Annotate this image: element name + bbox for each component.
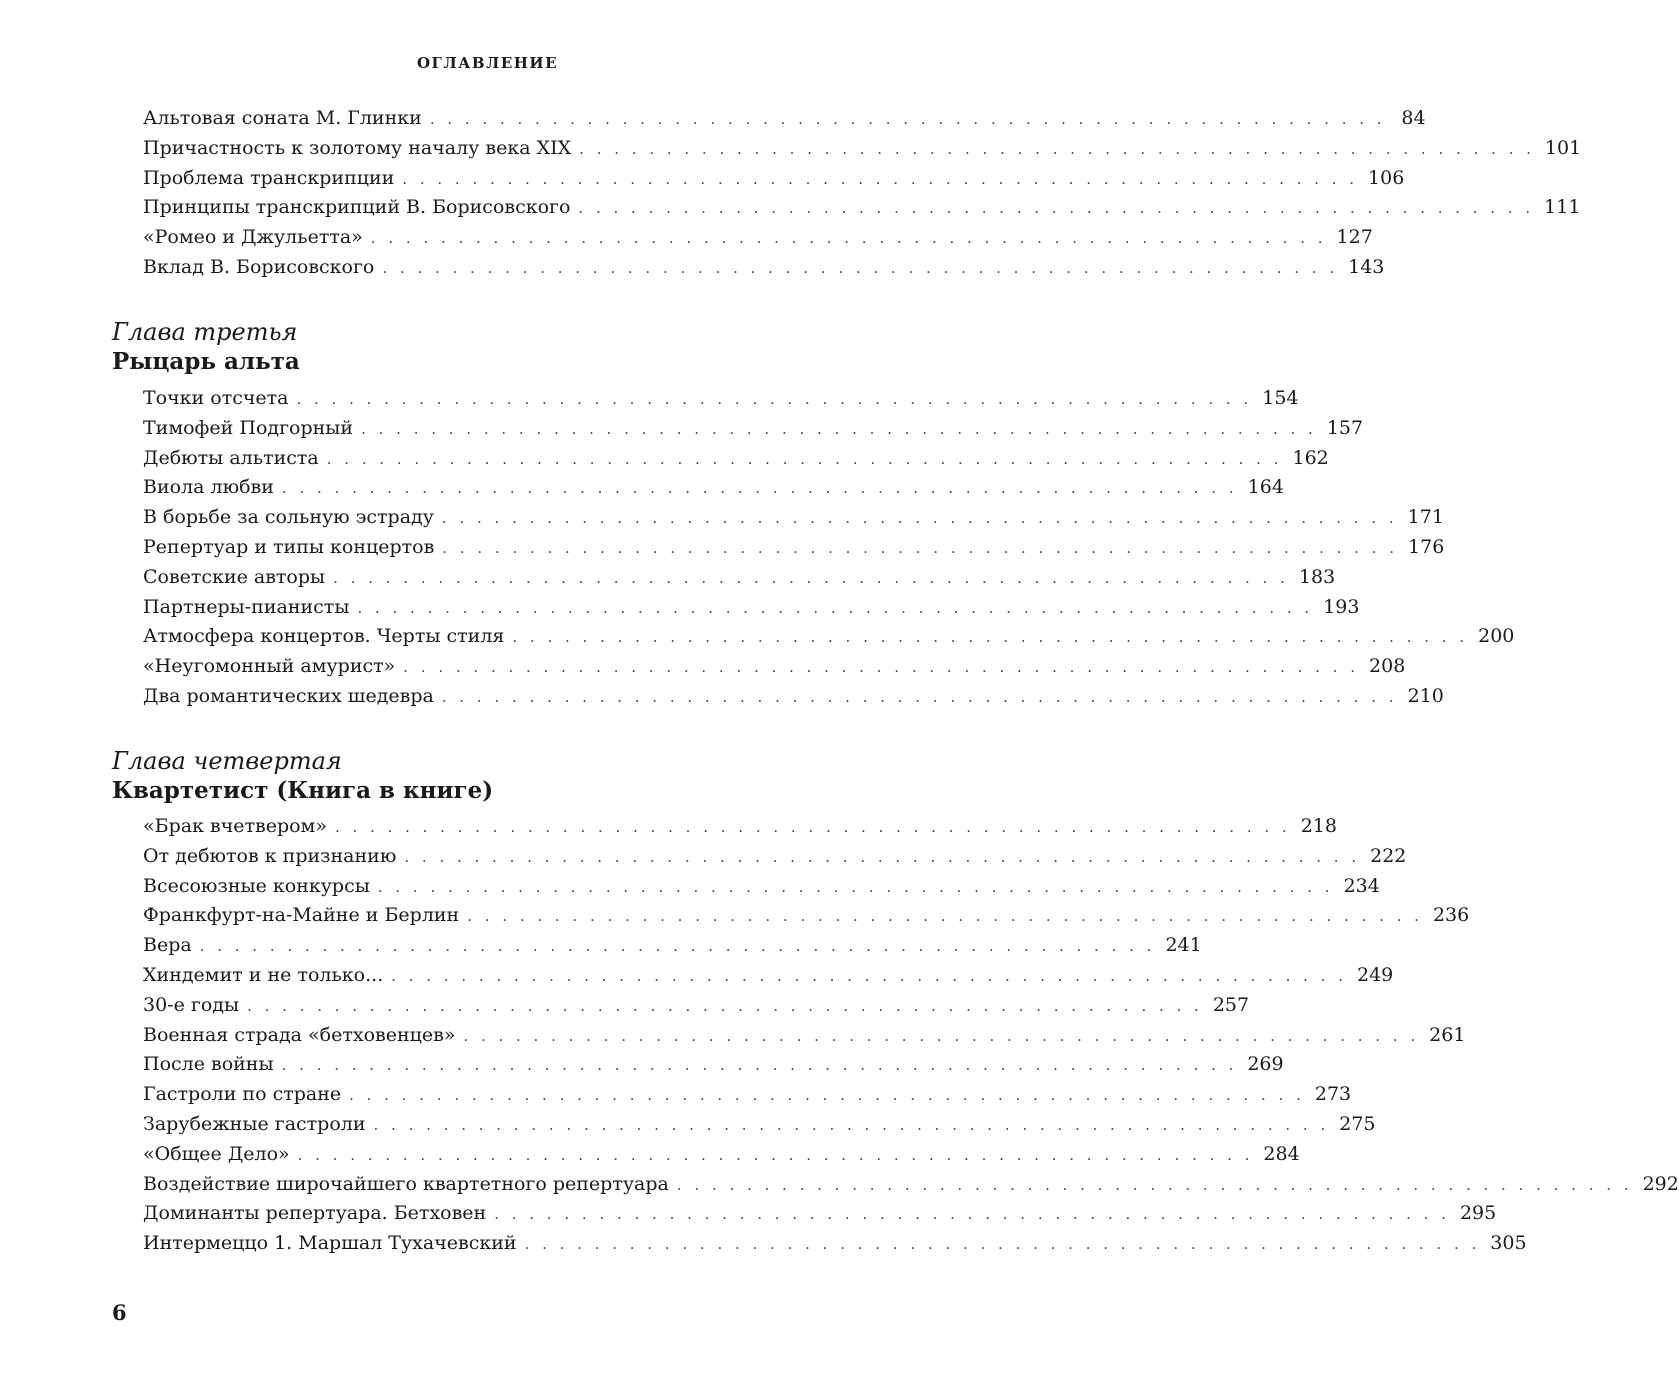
entry-page: 193 — [1323, 595, 1360, 618]
dot-leader: . . . . . . . . . . . . . . . . . . . . . . . . . . . . . . . . . . . . . . . . . . . . . . . . . . . . . . . — [463, 1026, 1420, 1045]
dot-leader: . . . . . . . . . . . . . . . . . . . . . . . . . . . . . . . . . . . . . . . . . . . . . . . . . . . . . . . — [370, 229, 1327, 248]
dot-leader: . . . . . . . . . . . . . . . . . . . . . . . . . . . . . . . . . . . . . . . . . . . . . . . . . . . . . . . — [467, 907, 1423, 926]
toc-entry[interactable] — [143, 901, 1470, 931]
entry-title: Причастность к золотому началу века XIX — [143, 136, 572, 159]
toc-entry[interactable] — [143, 1140, 1300, 1170]
entry-page: 101 — [1544, 136, 1582, 159]
entry-title: «Ромео и Джульетта» — [143, 226, 363, 249]
entry-page: 154 — [1262, 387, 1299, 409]
toc-entry[interactable] — [143, 164, 1405, 194]
entry-page: 84 — [1401, 107, 1426, 129]
toc-entry[interactable] — [143, 1050, 1284, 1080]
dot-leader: . . . . . . . . . . . . . . . . . . . . . . . . . . . . . . . . . . . . . . . . . . . . . . . . . . . . . . . — [377, 877, 1334, 896]
entry-title: Гастроли по стране — [143, 1083, 342, 1106]
dot-leader: . . . . . . . . . . . . . . . . . . . . . . . . . . . . . . . . . . . . . . . . . . . . . . . . . . . . . . . — [281, 479, 1238, 498]
toc-entry[interactable] — [143, 414, 1364, 444]
dot-leader: . . . . . . . . . . . . . . . . . . . . . . . . . . . . . . . . . . . . . . . . . . . . . . . . . . . . . . . — [361, 419, 1317, 438]
entry-page: 183 — [1298, 565, 1336, 588]
entry-page: 176 — [1408, 535, 1445, 558]
entry-page: 162 — [1292, 446, 1329, 469]
running-head: ОГЛАВЛЕНИЕ — [416, 54, 559, 72]
entry-page: 284 — [1263, 1142, 1300, 1165]
toc-entry[interactable] — [143, 563, 1336, 593]
entry-page: 222 — [1370, 844, 1407, 867]
entry-page: 261 — [1429, 1023, 1466, 1046]
dot-leader: . . . . . . . . . . . . . . . . . . . . . . . . . . . . . . . . . . . . . . . . . . . . . . . . . . . . . . . — [391, 966, 1347, 985]
dot-leader: . . . . . . . . . . . . . . . . . . . . . . . . . . . . . . . . . . . . . . . . . . . . . . . . . . . . . . . — [297, 1145, 1254, 1164]
entry-title: Зарубежные гастроли — [143, 1112, 366, 1135]
toc-entry[interactable] — [143, 1229, 1527, 1259]
dot-leader: . . . . . . . . . . . . . . . . . . . . . . . . . . . . . . . . . . . . . . . . . . . . . . . . . . . . . . . — [524, 1235, 1481, 1254]
toc-entry[interactable] — [143, 1170, 1679, 1200]
toc-entry[interactable] — [143, 134, 1582, 164]
toc-entry[interactable] — [143, 842, 1407, 872]
entry-title: Альтовая соната М. Глинки — [143, 107, 422, 129]
dot-leader: . . . . . . . . . . . . . . . . . . . . . . . . . . . . . . . . . . . . . . . . . . . . . . . . . . . . . . . — [512, 628, 1469, 647]
dot-leader: . . . . . . . . . . . . . . . . . . . . . . . . . . . . . . . . . . . . . . . . . . . . . . . . . . . . . . . — [579, 139, 1535, 158]
toc-entry[interactable] — [143, 193, 1581, 223]
chapter-label: Глава третья — [112, 318, 298, 346]
chapter-title: Квартетист (Книга в книге) — [112, 777, 494, 804]
entry-title: Виола любви — [143, 476, 274, 499]
entry-page: 234 — [1343, 874, 1380, 897]
entry-title: Всесоюзные конкурсы — [143, 874, 370, 897]
entry-title: Два романтических шедевра — [143, 684, 434, 707]
entry-title: Принципы транскрипций В. Борисовского — [143, 196, 571, 219]
chapter-heading-3 — [112, 317, 300, 377]
entry-page: 208 — [1369, 655, 1406, 678]
entry-title: Проблема транскрипции — [143, 166, 395, 189]
entry-title: Военная страда «бетховенцев» — [143, 1023, 456, 1046]
toc-entry[interactable] — [143, 872, 1380, 902]
entry-title: Вклад В. Борисовского — [143, 255, 375, 278]
dot-leader: . . . . . . . . . . . . . . . . . . . . . . . . . . . . . . . . . . . . . . . . . . . . . . . . . . . . . . . — [404, 847, 1361, 866]
dot-leader: . . . . . . . . . . . . . . . . . . . . . . . . . . . . . . . . . . . . . . . . . . . . . . . . . . . . . . . — [296, 390, 1253, 408]
toc-entry[interactable] — [143, 473, 1284, 503]
entry-title: Партнеры-пианисты — [143, 595, 350, 618]
entry-title: Франкфурт-на-Майне и Берлин — [143, 904, 460, 927]
dot-leader: . . . . . . . . . . . . . . . . . . . . . . . . . . . . . . . . . . . . . . . . . . . . . . . . . . . . . . . — [334, 818, 1291, 836]
entry-page: 292 — [1642, 1172, 1679, 1195]
entry-title: От дебютов к признанию — [143, 844, 397, 867]
toc-entry[interactable] — [143, 1199, 1497, 1229]
dot-leader: . . . . . . . . . . . . . . . . . . . . . . . . . . . . . . . . . . . . . . . . . . . . . . . . . . . . . . . — [429, 110, 1386, 128]
toc-entry[interactable] — [143, 652, 1406, 682]
entry-page: 236 — [1432, 904, 1470, 927]
dot-leader: . . . . . . . . . . . . . . . . . . . . . . . . . . . . . . . . . . . . . . . . . . . . . . . . . . . . . . . — [281, 1056, 1238, 1075]
entry-title: Атмосфера концертов. Черты стиля — [143, 625, 505, 648]
entry-page: 275 — [1339, 1112, 1376, 1135]
dot-leader: . . . . . . . . . . . . . . . . . . . . . . . . . . . . . . . . . . . . . . . . . . . . . . . . . . . . . . . — [676, 1175, 1633, 1194]
entry-page: 157 — [1326, 416, 1364, 439]
entry-title: Точки отсчета — [143, 387, 289, 409]
dot-leader: . . . . . . . . . . . . . . . . . . . . . . . . . . . . . . . . . . . . . . . . . . . . . . . . . . . . . . . — [199, 937, 1156, 956]
entry-title: «Неугомонный амурист» — [143, 655, 396, 678]
entry-title: После войны — [143, 1053, 274, 1076]
toc-entry[interactable] — [143, 1080, 1352, 1110]
entry-title: В борьбе за сольную эстраду — [143, 506, 434, 529]
dot-leader: . . . . . . . . . . . . . . . . . . . . . . . . . . . . . . . . . . . . . . . . . . . . . . . . . . . . . . . — [442, 538, 1399, 557]
chapter-title: Рыцарь альта — [112, 348, 300, 375]
dot-leader: . . . . . . . . . . . . . . . . . . . . . . . . . . . . . . . . . . . . . . . . . . . . . . . . . . . . . . . — [441, 509, 1398, 528]
toc-entry[interactable] — [143, 1110, 1376, 1140]
entry-page: 218 — [1300, 815, 1337, 837]
entry-page: 295 — [1459, 1202, 1497, 1225]
toc-entry[interactable] — [143, 444, 1329, 474]
chapter-heading-4 — [112, 746, 493, 806]
toc-entry[interactable] — [143, 1021, 1466, 1051]
entry-page: 143 — [1348, 255, 1385, 278]
dot-leader: . . . . . . . . . . . . . . . . . . . . . . . . . . . . . . . . . . . . . . . . . . . . . . . . . . . . . . . — [357, 598, 1314, 617]
entry-page: 111 — [1544, 196, 1581, 219]
chapter-label: Глава четвертая — [112, 747, 342, 775]
entry-page: 269 — [1247, 1053, 1284, 1076]
entry-page: 200 — [1478, 625, 1515, 648]
dot-leader: . . . . . . . . . . . . . . . . . . . . . . . . . . . . . . . . . . . . . . . . . . . . . . . . . . . . . . . — [326, 449, 1283, 468]
dot-leader: . . . . . . . . . . . . . . . . . . . . . . . . . . . . . . . . . . . . . . . . . . . . . . . . . . . . . . . — [349, 1086, 1305, 1105]
entry-page: 210 — [1407, 684, 1444, 707]
dot-leader: . . . . . . . . . . . . . . . . . . . . . . . . . . . . . . . . . . . . . . . . . . . . . . . . . . . . . . . — [441, 687, 1398, 706]
entry-title: «Брак вчетвером» — [143, 815, 327, 837]
dot-leader: . . . . . . . . . . . . . . . . . . . . . . . . . . . . . . . . . . . . . . . . . . . . . . . . . . . . . . . — [494, 1205, 1450, 1224]
dot-leader: . . . . . . . . . . . . . . . . . . . . . . . . . . . . . . . . . . . . . . . . . . . . . . . . . . . . . . . — [382, 258, 1339, 277]
dot-leader: . . . . . . . . . . . . . . . . . . . . . . . . . . . . . . . . . . . . . . . . . . . . . . . . . . . . . . . — [402, 169, 1359, 188]
entry-page: 106 — [1368, 166, 1405, 189]
entry-title: Интермеццо 1. Маршал Тухачевский — [143, 1232, 517, 1255]
page-number: 6 — [112, 1300, 127, 1325]
entry-title: Доминанты репертуара. Бетховен — [143, 1202, 487, 1225]
toc-entry[interactable] — [143, 253, 1385, 283]
entry-page: 171 — [1407, 506, 1444, 529]
toc-list-prev — [143, 104, 1582, 283]
toc-entry[interactable] — [143, 682, 1444, 712]
toc-entry[interactable] — [143, 384, 1299, 414]
entry-page: 127 — [1336, 226, 1373, 249]
toc-entry[interactable] — [143, 104, 1426, 134]
entry-title: Советские авторы — [143, 565, 326, 588]
entry-title: 30-е годы — [143, 993, 240, 1016]
entry-title: «Общее Дело» — [143, 1142, 290, 1165]
entry-title: Репертуар и типы концертов — [143, 535, 435, 558]
dot-leader: . . . . . . . . . . . . . . . . . . . . . . . . . . . . . . . . . . . . . . . . . . . . . . . . . . . . . . . — [247, 996, 1203, 1015]
dot-leader: . . . . . . . . . . . . . . . . . . . . . . . . . . . . . . . . . . . . . . . . . . . . . . . . . . . . . . . — [403, 658, 1360, 677]
entry-page: 249 — [1356, 963, 1394, 986]
entry-page: 273 — [1314, 1083, 1352, 1106]
entry-title: Дебюты альтиста — [143, 446, 319, 469]
entry-title: Воздействие широчайшего квартетного репертуара — [143, 1172, 669, 1195]
toc-entry[interactable] — [143, 622, 1515, 652]
entry-title: Вера — [143, 934, 192, 957]
toc-entry[interactable] — [143, 961, 1394, 991]
entry-page: 164 — [1247, 476, 1284, 499]
entry-page: 257 — [1212, 993, 1250, 1016]
dot-leader: . . . . . . . . . . . . . . . . . . . . . . . . . . . . . . . . . . . . . . . . . . . . . . . . . . . . . . . — [333, 568, 1289, 587]
toc-entry[interactable] — [143, 593, 1360, 623]
toc-entry[interactable] — [143, 812, 1337, 842]
dot-leader: . . . . . . . . . . . . . . . . . . . . . . . . . . . . . . . . . . . . . . . . . . . . . . . . . . . . . . . — [373, 1115, 1330, 1134]
toc-list-chapter-3 — [143, 384, 1515, 712]
entry-page: 241 — [1165, 934, 1202, 957]
toc-list-chapter-4 — [143, 812, 1679, 1259]
toc-entry[interactable] — [143, 223, 1373, 253]
entry-title: Хиндемит и не только... — [143, 963, 384, 986]
toc-entry[interactable] — [143, 991, 1250, 1021]
dot-leader: . . . . . . . . . . . . . . . . . . . . . . . . . . . . . . . . . . . . . . . . . . . . . . . . . . . . . . . — [578, 199, 1535, 218]
toc-entry[interactable] — [143, 533, 1445, 563]
toc-entry[interactable] — [143, 931, 1202, 961]
entry-page: 305 — [1490, 1232, 1527, 1255]
toc-entry[interactable] — [143, 503, 1444, 533]
entry-title: Тимофей Подгорный — [143, 416, 354, 439]
